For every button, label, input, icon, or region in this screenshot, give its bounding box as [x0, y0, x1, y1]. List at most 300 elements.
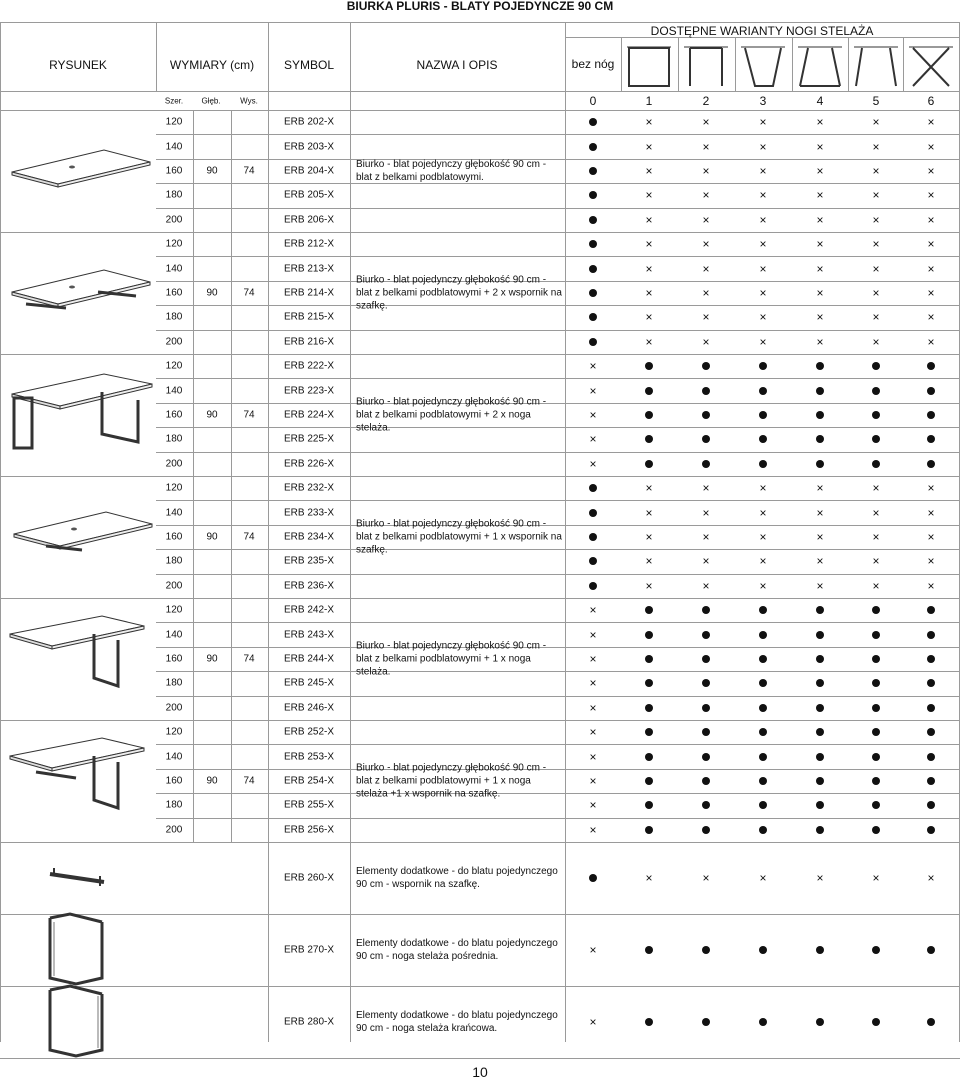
unavailable-cross-icon: ×: [872, 261, 880, 276]
available-dot-icon: [589, 582, 597, 590]
unavailable-cross-icon: ×: [645, 578, 653, 593]
merged-cell: [194, 112, 231, 230]
unavailable-cross-icon: ×: [589, 676, 597, 691]
unavailable-cross-icon: ×: [816, 237, 824, 252]
width-value: 200: [165, 214, 183, 226]
frame-leg-open-icon: [682, 42, 730, 88]
variant-header-bez-nog: bez nóg: [571, 57, 615, 71]
product-symbol: ERB 246-X: [283, 702, 335, 714]
available-dot-icon: [872, 606, 880, 614]
available-dot-icon: [702, 460, 710, 468]
unavailable-cross-icon: ×: [702, 237, 710, 252]
unavailable-cross-icon: ×: [816, 164, 824, 178]
available-dot-icon: [645, 435, 653, 443]
unavailable-cross-icon: ×: [816, 310, 824, 325]
available-dot-icon: [759, 826, 767, 834]
unavailable-cross-icon: ×: [816, 578, 824, 593]
unavailable-cross-icon: ×: [645, 871, 653, 885]
column-header-warianty: DOSTĘPNE WARIANTY NOGI STELAŻA: [650, 24, 874, 38]
unavailable-cross-icon: ×: [872, 164, 880, 178]
width-value: 160: [165, 165, 183, 177]
unavailable-cross-icon: ×: [927, 139, 935, 154]
available-dot-icon: [589, 191, 597, 199]
available-dot-icon: [645, 655, 653, 663]
height-value: 74: [243, 653, 255, 665]
available-dot-icon: [816, 946, 824, 954]
unavailable-cross-icon: ×: [759, 115, 767, 130]
unavailable-cross-icon: ×: [589, 432, 597, 447]
unavailable-cross-icon: ×: [927, 115, 935, 130]
variant-number: 2: [702, 94, 710, 108]
width-value: 140: [165, 141, 183, 153]
row-divider: [0, 842, 960, 843]
frame-leg-trapeze-reverse-icon: [796, 42, 844, 88]
desk-two-supports-icon: [6, 262, 156, 342]
depth-value: 90: [206, 653, 218, 665]
available-dot-icon: [816, 460, 824, 468]
merged-cell: [351, 356, 565, 474]
available-dot-icon: [702, 679, 710, 687]
subheader-szer: Szer.: [164, 96, 184, 106]
row-divider: [0, 476, 960, 477]
available-dot-icon: [927, 435, 935, 443]
product-symbol: ERB 215-X: [283, 311, 335, 323]
width-value: 180: [165, 677, 183, 689]
available-dot-icon: [816, 826, 824, 834]
unavailable-cross-icon: ×: [645, 554, 653, 569]
width-value: 160: [165, 653, 183, 665]
merged-cell: [232, 356, 268, 474]
product-symbol: ERB 202-X: [283, 116, 335, 128]
available-dot-icon: [816, 387, 824, 395]
width-value: 120: [165, 726, 183, 738]
product-symbol: ERB 252-X: [283, 726, 335, 738]
available-dot-icon: [872, 655, 880, 663]
merged-cell: [351, 478, 565, 596]
product-symbol: ERB 280-X: [283, 1016, 335, 1028]
unavailable-cross-icon: ×: [702, 310, 710, 325]
available-dot-icon: [927, 753, 935, 761]
unavailable-cross-icon: ×: [702, 334, 710, 349]
unavailable-cross-icon: ×: [645, 188, 653, 203]
available-dot-icon: [759, 728, 767, 736]
unavailable-cross-icon: ×: [589, 1015, 597, 1029]
available-dot-icon: [589, 557, 597, 565]
unavailable-cross-icon: ×: [589, 749, 597, 764]
column-divider: [678, 37, 679, 91]
unavailable-cross-icon: ×: [702, 164, 710, 178]
merged-cell: [232, 722, 268, 840]
unavailable-cross-icon: ×: [759, 578, 767, 593]
width-value: 140: [165, 263, 183, 275]
available-dot-icon: [927, 1018, 935, 1026]
available-dot-icon: [927, 679, 935, 687]
available-dot-icon: [816, 679, 824, 687]
product-symbol: ERB 223-X: [283, 385, 335, 397]
unavailable-cross-icon: ×: [872, 188, 880, 203]
available-dot-icon: [872, 728, 880, 736]
available-dot-icon: [816, 655, 824, 663]
product-symbol: ERB 253-X: [283, 751, 335, 763]
product-symbol: ERB 203-X: [283, 141, 335, 153]
product-symbol: ERB 242-X: [283, 604, 335, 616]
unavailable-cross-icon: ×: [816, 530, 824, 544]
column-divider: [621, 37, 622, 91]
available-dot-icon: [702, 606, 710, 614]
product-symbol: ERB 254-X: [283, 775, 335, 787]
available-dot-icon: [589, 216, 597, 224]
unavailable-cross-icon: ×: [759, 237, 767, 252]
unavailable-cross-icon: ×: [702, 188, 710, 203]
width-value: 180: [165, 799, 183, 811]
depth-value: 90: [206, 531, 218, 543]
merged-cell: [232, 478, 268, 596]
available-dot-icon: [589, 167, 597, 175]
unavailable-cross-icon: ×: [927, 554, 935, 569]
depth-value: 90: [206, 409, 218, 421]
frame-leg-cross-icon: [907, 42, 955, 88]
available-dot-icon: [759, 460, 767, 468]
height-value: 74: [243, 775, 255, 787]
product-symbol: ERB 232-X: [283, 482, 335, 494]
unavailable-cross-icon: ×: [927, 530, 935, 544]
available-dot-icon: [759, 387, 767, 395]
available-dot-icon: [927, 655, 935, 663]
column-divider: [565, 22, 566, 1042]
merged-cell: [194, 234, 231, 352]
available-dot-icon: [759, 435, 767, 443]
product-symbol: ERB 206-X: [283, 214, 335, 226]
available-dot-icon: [645, 679, 653, 687]
available-dot-icon: [702, 435, 710, 443]
page-title: BIURKA PLURIS - BLATY POJEDYNCZE 90 CM: [346, 0, 614, 13]
height-value: 74: [243, 409, 255, 421]
product-symbol: ERB 256-X: [283, 824, 335, 836]
available-dot-icon: [645, 728, 653, 736]
frame-leg-slanted-icon: [852, 42, 900, 88]
product-description: Elementy dodatkowe - do blatu pojedynczego 90 cm - wspornik na szafkę.: [356, 866, 558, 890]
unavailable-cross-icon: ×: [589, 408, 597, 422]
unavailable-cross-icon: ×: [816, 139, 824, 154]
available-dot-icon: [589, 533, 597, 541]
product-symbol: ERB 245-X: [283, 677, 335, 689]
unavailable-cross-icon: ×: [702, 871, 710, 885]
available-dot-icon: [872, 801, 880, 809]
available-dot-icon: [759, 679, 767, 687]
available-dot-icon: [702, 704, 710, 712]
unavailable-cross-icon: ×: [872, 286, 880, 300]
merged-cell: [232, 234, 268, 352]
column-divider: [0, 22, 1, 1042]
available-dot-icon: [702, 728, 710, 736]
width-value: 200: [165, 824, 183, 836]
available-dot-icon: [816, 704, 824, 712]
desk-one-support-icon: [6, 506, 156, 586]
unavailable-cross-icon: ×: [872, 578, 880, 593]
unavailable-cross-icon: ×: [816, 115, 824, 130]
available-dot-icon: [872, 435, 880, 443]
row-divider: [0, 354, 960, 355]
unavailable-cross-icon: ×: [872, 554, 880, 569]
width-value: 200: [165, 702, 183, 714]
width-value: 200: [165, 336, 183, 348]
unavailable-cross-icon: ×: [645, 310, 653, 325]
unavailable-cross-icon: ×: [927, 164, 935, 178]
merged-cell: [351, 234, 565, 352]
product-description: Biurko - blat pojedynczy głębokość 90 cm -blat z belkami podblatowymi.: [356, 159, 547, 183]
available-dot-icon: [702, 631, 710, 639]
available-dot-icon: [927, 362, 935, 370]
variant-number: 4: [816, 94, 824, 108]
unavailable-cross-icon: ×: [927, 188, 935, 203]
end-leg-icon: [46, 984, 110, 1060]
available-dot-icon: [759, 946, 767, 954]
height-value: 74: [243, 531, 255, 543]
unavailable-cross-icon: ×: [816, 871, 824, 885]
unavailable-cross-icon: ×: [759, 188, 767, 203]
available-dot-icon: [872, 411, 880, 419]
available-dot-icon: [759, 777, 767, 785]
unavailable-cross-icon: ×: [645, 164, 653, 178]
page-number: 10: [472, 1064, 488, 1080]
row-divider: [0, 91, 960, 92]
unavailable-cross-icon: ×: [589, 700, 597, 715]
unavailable-cross-icon: ×: [589, 725, 597, 740]
merged-cell: [232, 600, 268, 718]
unavailable-cross-icon: ×: [645, 530, 653, 544]
available-dot-icon: [645, 801, 653, 809]
available-dot-icon: [872, 704, 880, 712]
unavailable-cross-icon: ×: [589, 456, 597, 471]
variant-number: 0: [589, 94, 597, 108]
product-table: [0, 21, 960, 1042]
unavailable-cross-icon: ×: [759, 871, 767, 885]
depth-value: 90: [206, 775, 218, 787]
available-dot-icon: [589, 509, 597, 517]
available-dot-icon: [927, 411, 935, 419]
product-symbol: ERB 233-X: [283, 507, 335, 519]
unavailable-cross-icon: ×: [702, 554, 710, 569]
row-divider: [0, 110, 960, 111]
row-divider: [0, 720, 960, 721]
available-dot-icon: [645, 1018, 653, 1026]
middle-leg-icon: [46, 912, 110, 988]
unavailable-cross-icon: ×: [759, 164, 767, 178]
available-dot-icon: [702, 1018, 710, 1026]
desk-top-icon: [6, 140, 156, 220]
column-divider: [268, 22, 269, 1042]
available-dot-icon: [589, 874, 597, 882]
width-value: 180: [165, 555, 183, 567]
unavailable-cross-icon: ×: [927, 261, 935, 276]
merged-cell: [351, 600, 565, 718]
subheader-wys: Wys.: [240, 96, 258, 106]
available-dot-icon: [872, 946, 880, 954]
product-symbol: ERB 214-X: [283, 287, 335, 299]
row-divider: [0, 1058, 960, 1059]
unavailable-cross-icon: ×: [872, 139, 880, 154]
column-header-symbol: SYMBOL: [283, 58, 335, 72]
unavailable-cross-icon: ×: [872, 871, 880, 885]
merged-cell: [351, 112, 565, 230]
unavailable-cross-icon: ×: [927, 871, 935, 885]
unavailable-cross-icon: ×: [872, 334, 880, 349]
available-dot-icon: [759, 753, 767, 761]
available-dot-icon: [927, 387, 935, 395]
available-dot-icon: [759, 801, 767, 809]
product-symbol: ERB 222-X: [283, 360, 335, 372]
variant-number: 6: [927, 94, 935, 108]
width-value: 120: [165, 604, 183, 616]
available-dot-icon: [872, 387, 880, 395]
available-dot-icon: [645, 362, 653, 370]
column-divider: [903, 37, 904, 91]
product-symbol: ERB 255-X: [283, 799, 335, 811]
unavailable-cross-icon: ×: [759, 481, 767, 496]
available-dot-icon: [589, 118, 597, 126]
available-dot-icon: [816, 411, 824, 419]
product-description: Biurko - blat pojedynczy głębokość 90 cm -blat z belkami podblatowymi + 2 x noga stelaża.: [356, 396, 547, 434]
available-dot-icon: [759, 1018, 767, 1026]
unavailable-cross-icon: ×: [589, 383, 597, 398]
product-symbol: ERB 204-X: [283, 165, 335, 177]
unavailable-cross-icon: ×: [816, 505, 824, 520]
row-divider: [0, 232, 960, 233]
unavailable-cross-icon: ×: [759, 505, 767, 520]
width-value: 200: [165, 580, 183, 592]
row-divider: [0, 598, 960, 599]
available-dot-icon: [645, 387, 653, 395]
available-dot-icon: [589, 265, 597, 273]
available-dot-icon: [816, 631, 824, 639]
merged-cell: [232, 112, 268, 230]
available-dot-icon: [645, 631, 653, 639]
product-symbol: ERB 205-X: [283, 189, 335, 201]
available-dot-icon: [927, 631, 935, 639]
available-dot-icon: [702, 655, 710, 663]
available-dot-icon: [759, 655, 767, 663]
support-bracket-icon: [46, 866, 110, 890]
width-value: 200: [165, 458, 183, 470]
available-dot-icon: [589, 289, 597, 297]
frame-leg-trapeze-icon: [739, 42, 787, 88]
available-dot-icon: [927, 704, 935, 712]
unavailable-cross-icon: ×: [645, 212, 653, 227]
product-symbol: ERB 212-X: [283, 238, 335, 250]
available-dot-icon: [645, 777, 653, 785]
available-dot-icon: [816, 1018, 824, 1026]
unavailable-cross-icon: ×: [645, 286, 653, 300]
available-dot-icon: [816, 606, 824, 614]
available-dot-icon: [645, 411, 653, 419]
subheader-gleb: Głęb.: [201, 96, 221, 106]
available-dot-icon: [872, 679, 880, 687]
column-header-wymiary: WYMIARY (cm): [169, 58, 255, 72]
unavailable-cross-icon: ×: [759, 554, 767, 569]
column-divider: [848, 37, 849, 91]
merged-cell: [194, 722, 231, 840]
unavailable-cross-icon: ×: [872, 530, 880, 544]
unavailable-cross-icon: ×: [702, 505, 710, 520]
unavailable-cross-icon: ×: [645, 115, 653, 130]
available-dot-icon: [702, 362, 710, 370]
unavailable-cross-icon: ×: [927, 505, 935, 520]
unavailable-cross-icon: ×: [927, 212, 935, 227]
product-description: Elementy dodatkowe - do blatu pojedynczego 90 cm - noga stelaża krańcowa.: [356, 1010, 558, 1034]
row-divider: [0, 986, 960, 987]
unavailable-cross-icon: ×: [589, 943, 597, 957]
available-dot-icon: [589, 484, 597, 492]
product-symbol: ERB 244-X: [283, 653, 335, 665]
unavailable-cross-icon: ×: [645, 237, 653, 252]
product-symbol: ERB 243-X: [283, 629, 335, 641]
desk-one-leg-icon: [6, 616, 156, 696]
product-symbol: ERB 224-X: [283, 409, 335, 421]
unavailable-cross-icon: ×: [816, 261, 824, 276]
depth-value: 90: [206, 287, 218, 299]
available-dot-icon: [872, 460, 880, 468]
available-dot-icon: [645, 946, 653, 954]
available-dot-icon: [927, 728, 935, 736]
row-divider: [0, 914, 960, 915]
product-symbol: ERB 234-X: [283, 531, 335, 543]
unavailable-cross-icon: ×: [872, 237, 880, 252]
width-value: 120: [165, 238, 183, 250]
available-dot-icon: [927, 946, 935, 954]
column-divider: [792, 37, 793, 91]
height-value: 74: [243, 165, 255, 177]
unavailable-cross-icon: ×: [702, 578, 710, 593]
available-dot-icon: [872, 826, 880, 834]
available-dot-icon: [702, 387, 710, 395]
column-divider: [156, 22, 157, 91]
available-dot-icon: [759, 411, 767, 419]
unavailable-cross-icon: ×: [927, 481, 935, 496]
height-value: 74: [243, 287, 255, 299]
available-dot-icon: [872, 753, 880, 761]
available-dot-icon: [589, 240, 597, 248]
row-divider: [0, 22, 960, 23]
unavailable-cross-icon: ×: [927, 286, 935, 300]
unavailable-cross-icon: ×: [645, 481, 653, 496]
available-dot-icon: [927, 826, 935, 834]
available-dot-icon: [702, 753, 710, 761]
available-dot-icon: [759, 631, 767, 639]
merged-cell: [194, 600, 231, 718]
available-dot-icon: [927, 606, 935, 614]
unavailable-cross-icon: ×: [589, 798, 597, 813]
available-dot-icon: [927, 460, 935, 468]
available-dot-icon: [816, 362, 824, 370]
unavailable-cross-icon: ×: [872, 505, 880, 520]
unavailable-cross-icon: ×: [645, 261, 653, 276]
available-dot-icon: [927, 777, 935, 785]
width-value: 120: [165, 360, 183, 372]
unavailable-cross-icon: ×: [816, 334, 824, 349]
variant-number: 5: [872, 94, 880, 108]
available-dot-icon: [872, 362, 880, 370]
unavailable-cross-icon: ×: [872, 481, 880, 496]
width-value: 140: [165, 629, 183, 641]
unavailable-cross-icon: ×: [816, 554, 824, 569]
unavailable-cross-icon: ×: [927, 334, 935, 349]
unavailable-cross-icon: ×: [872, 212, 880, 227]
unavailable-cross-icon: ×: [589, 603, 597, 618]
unavailable-cross-icon: ×: [589, 359, 597, 374]
unavailable-cross-icon: ×: [702, 139, 710, 154]
unavailable-cross-icon: ×: [589, 627, 597, 642]
unavailable-cross-icon: ×: [927, 237, 935, 252]
